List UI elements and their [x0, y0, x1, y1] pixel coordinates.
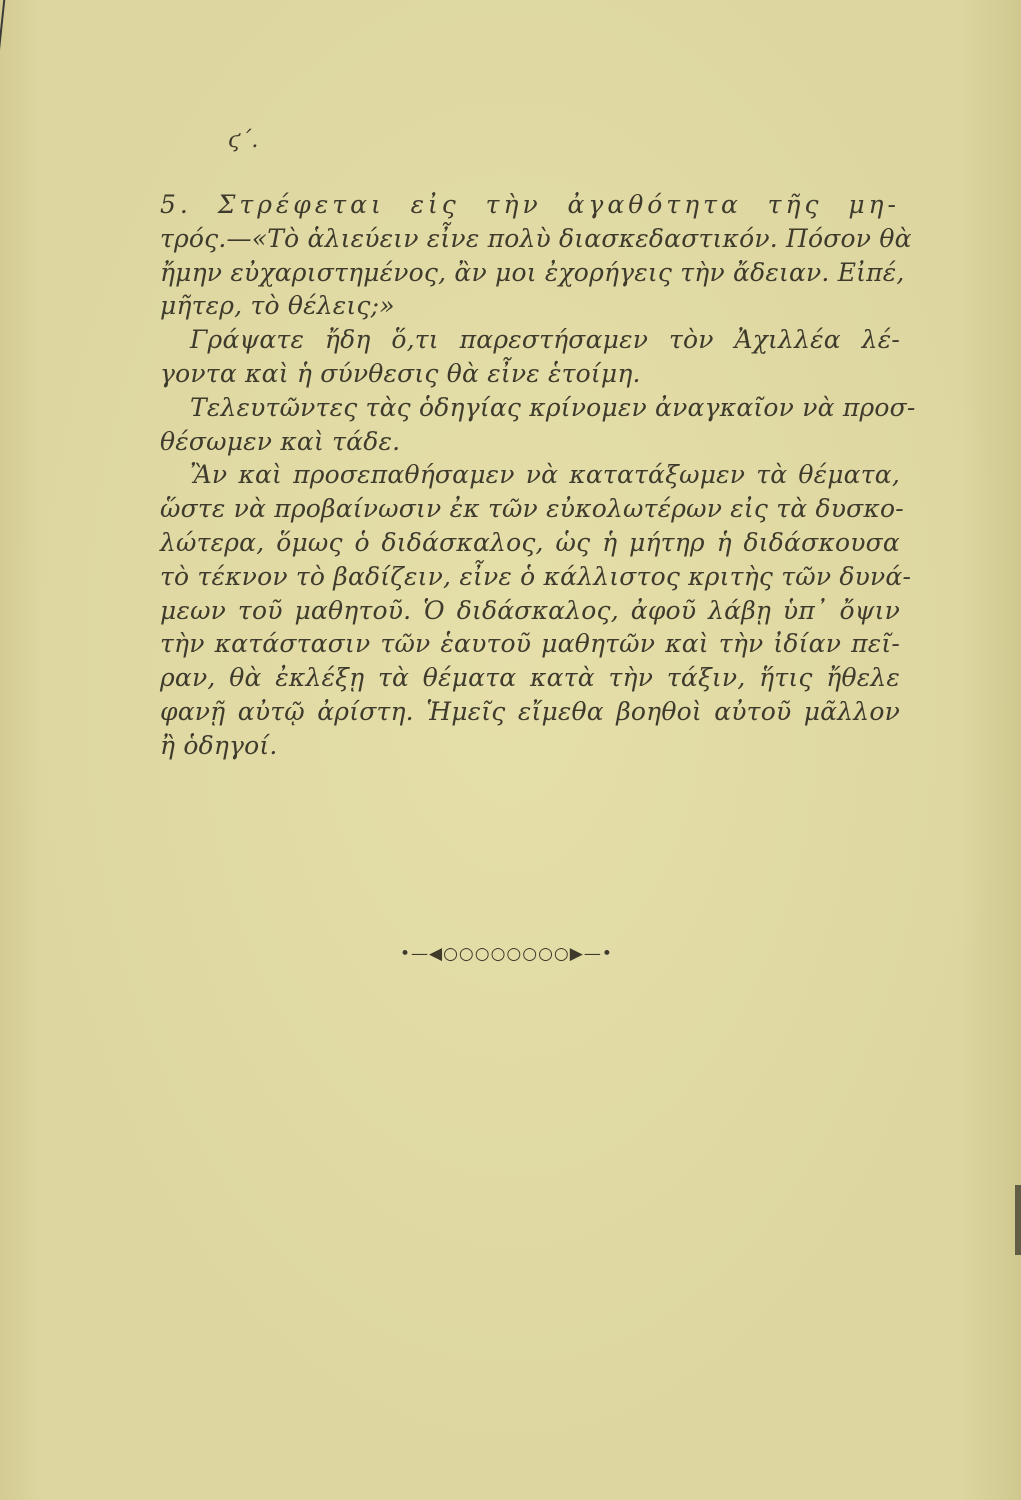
binding-edge: [0, 0, 5, 62]
decorative-ornament: •—◀○○○○○○○○▶—•: [400, 944, 613, 964]
text-line: Γράψατε ἤδη ὅ,τι παρεστήσαμεν τὸν Ἀχιλλέα λέ-: [190, 325, 900, 355]
page-number: ϛ΄.: [228, 128, 259, 153]
text-line: θέσωμεν καὶ τάδε.: [160, 426, 401, 456]
text-line: Ἂν καὶ προσεπαθήσαμεν νὰ κατατάξωμεν τὰ θέματα,: [190, 460, 900, 490]
text-line: τὸ τέκνον τὸ βαδίζειν, εἶνε ὁ κάλλιστος κριτὴς τῶν δυνά-: [160, 561, 912, 591]
text-line: μεων τοῦ μαθητοῦ. Ὁ διδάσκαλος, ἀφοῦ λάβῃ ὑπ᾽ ὄψιν: [160, 595, 900, 625]
text-line: Τελευτῶντες τὰς ὁδηγίας κρίνομεν ἀναγκαῖον νὰ προσ-: [190, 392, 916, 422]
text-line: 5. Στρέφεται εἰς τὴν ἀγαθότητα τῆς μη-: [160, 190, 900, 219]
text-line: ραν, θὰ ἐκλέξῃ τὰ θέματα κατὰ τὴν τάξιν, ἥτις ἤθελε: [160, 663, 900, 693]
text-line: τὴν κατάστασιν τῶν ἑαυτοῦ μαθητῶν καὶ τὴν ἰδίαν πεῖ-: [160, 629, 900, 659]
page-edge-mark: [1015, 1185, 1021, 1255]
text-line: μῆτερ, τὸ θέλεις;»: [160, 291, 395, 321]
text-line: ἢ ὁδηγοί.: [160, 730, 278, 760]
text-line: φανῇ αὐτῷ ἀρίστη. Ἡμεῖς εἴμεθα βοηθοὶ αὐτοῦ μᾶλλον: [160, 696, 900, 726]
text-line: λώτερα, ὅμως ὁ διδάσκαλος, ὡς ἡ μήτηρ ἡ διδάσκουσα: [160, 527, 900, 557]
text-line: τρός.—«Τὸ ἁλιεύειν εἶνε πολὺ διασκεδαστικόν. Πόσον θὰ: [160, 223, 912, 253]
text-line: ἤμην εὐχαριστημένος, ἂν μοι ἐχορήγεις τὴν ἄδειαν. Εἰπέ,: [160, 257, 905, 287]
text-line: ὥστε νὰ προβαίνωσιν ἐκ τῶν εὐκολωτέρων εἰς τὰ δυσκο-: [160, 494, 904, 524]
body-text: [160, 188, 916, 763]
text-line: γοντα καὶ ἡ σύνθεσις θὰ εἶνε ἑτοίμη.: [160, 358, 641, 388]
